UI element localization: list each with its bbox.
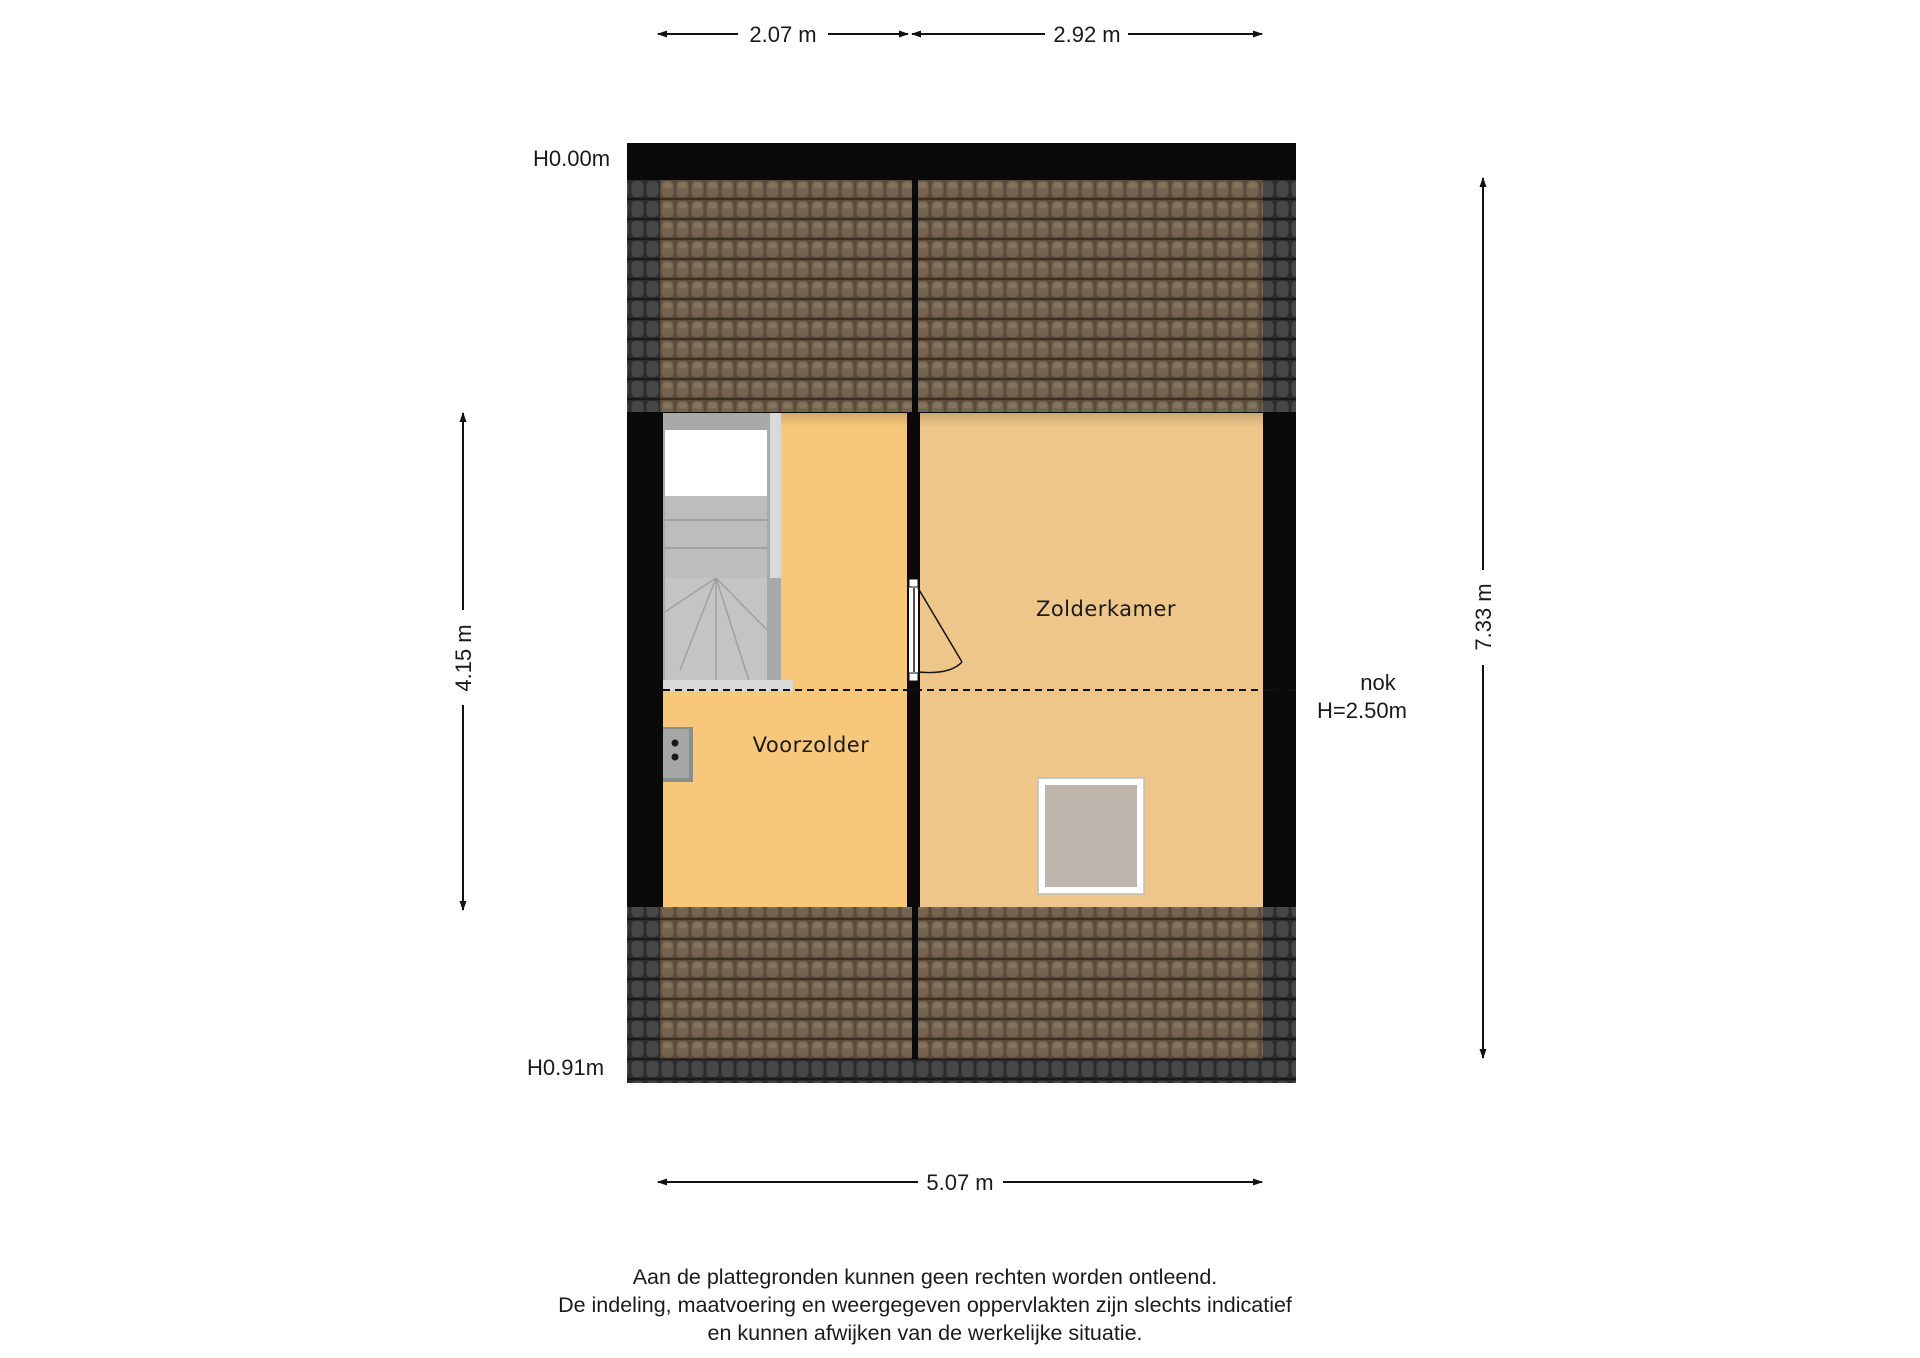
roof-bottom-edge-right — [1263, 907, 1296, 1083]
roof-top-edge-right — [1263, 180, 1296, 412]
dimension-top-right-label: 2.92 m — [1053, 22, 1121, 47]
ridge-label: nok — [1360, 670, 1396, 695]
dimension-top-left-label: 2.07 m — [749, 22, 817, 47]
building — [627, 143, 1296, 1083]
disclaimer-line-2: De indeling, maatvoering en weergegeven oppervlakten zijn slechts indicatief — [558, 1293, 1292, 1317]
meter-box — [663, 727, 693, 782]
dimension-bottom-label: 5.07 m — [926, 1170, 994, 1195]
room-label-voorzolder: Voorzolder — [752, 733, 870, 757]
roof-bottom-left — [660, 907, 912, 1059]
skylight — [1038, 778, 1144, 894]
height-bottom-label: H0.91m — [527, 1055, 605, 1080]
roof-top-left — [660, 180, 912, 412]
roof-top-edge-left — [627, 180, 660, 412]
dimension-left-label: 4.15 m — [451, 624, 476, 692]
roof-bottom-eave — [660, 1059, 1263, 1083]
room-label-zolderkamer: Zolderkamer — [1035, 597, 1177, 621]
dimension-left — [451, 413, 476, 910]
dimension-right-label: 7.33 m — [1471, 583, 1496, 651]
dimension-top-left — [658, 22, 908, 47]
dimension-bottom — [658, 1170, 1262, 1195]
staircase — [663, 413, 793, 691]
disclaimer-line-3: en kunnen afwijken van de werkelijke situatie. — [707, 1321, 1143, 1345]
roof-bottom-right — [918, 907, 1263, 1059]
ridge-height-label: H=2.50m — [1317, 698, 1407, 723]
dimension-top-right — [912, 22, 1262, 47]
roof-top-right — [918, 180, 1263, 412]
dimension-right — [1471, 178, 1496, 1058]
roof-bottom-edge-left — [627, 907, 660, 1083]
disclaimer — [360, 1263, 1490, 1347]
disclaimer-line-1: Aan de plattegronden kunnen geen rechten worden ontleend. — [632, 1265, 1218, 1289]
height-top-label: H0.00m — [533, 146, 611, 171]
